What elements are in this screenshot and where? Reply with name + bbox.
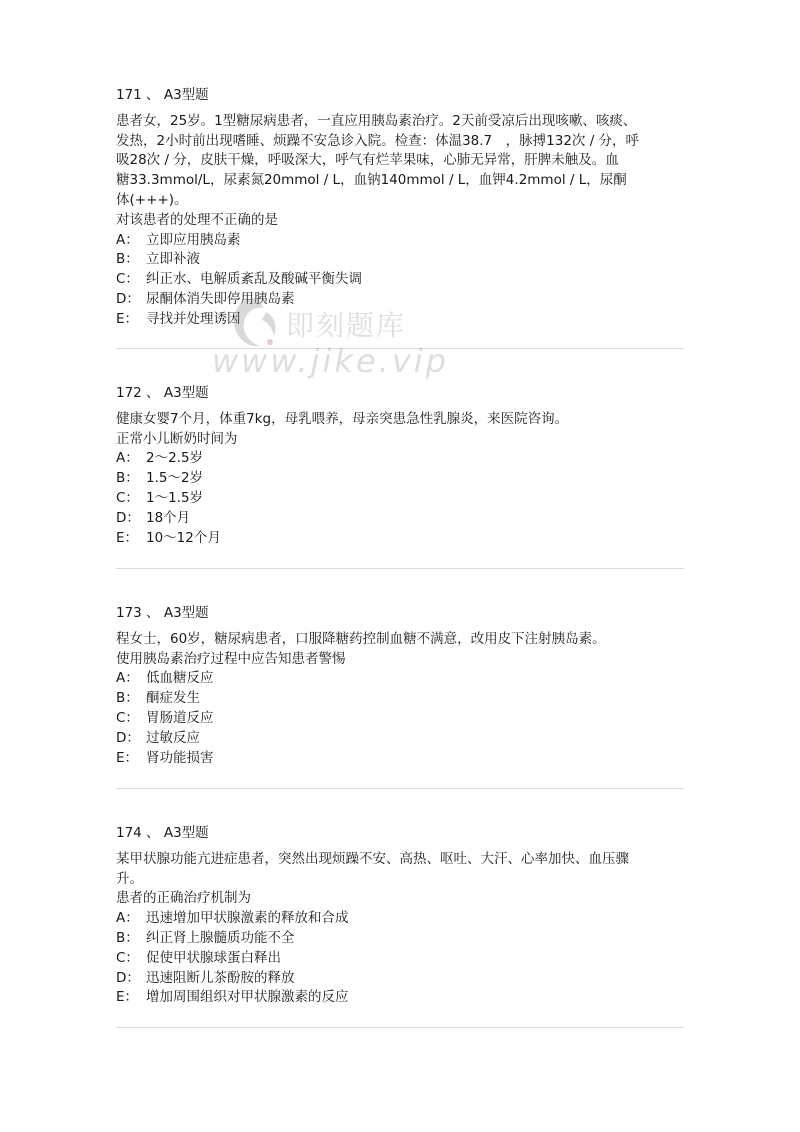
question-header: 172 、 A3型题 (116, 385, 209, 401)
question-171 (116, 86, 684, 330)
option-text: 尿酮体消失即停用胰岛素 (146, 290, 295, 307)
option-a (116, 669, 684, 689)
stem-line: 某甲状腺功能亢进症患者，突然出现烦躁不安、高热、呕吐、大汗、心率加快、血压骤 (116, 850, 629, 867)
watermark-url: www.jike.vip (212, 342, 449, 380)
option-a (116, 909, 684, 929)
question-header: 173 、 A3型题 (116, 605, 209, 621)
option-e (116, 310, 684, 330)
option-letter: C： (116, 271, 139, 288)
option-text: 2～2.5岁 (146, 450, 204, 467)
option-d (116, 729, 684, 749)
option-letter: C： (116, 949, 139, 966)
option-text: 立即补液 (146, 251, 200, 268)
option-list (116, 669, 684, 768)
option-letter: A： (116, 670, 139, 687)
option-a (116, 449, 684, 469)
stem-line: 发热，2小时前出现嗜睡、烦躁不安急诊入院。检查：体温38.7 ，脉搏132次 / 分，呼 (116, 132, 640, 149)
option-text: 1～1.5岁 (146, 489, 204, 506)
stem-line: 体(+++)。 (116, 191, 188, 208)
option-text: 1.5～2岁 (146, 470, 204, 487)
option-text: 酮症发生 (146, 690, 200, 707)
option-text: 寻找并处理诱因 (146, 310, 241, 327)
section-divider (116, 1027, 684, 1028)
stem-line: 患者女，25岁。1型糖尿病患者，一直应用胰岛素治疗。2天前受凉后出现咳嗽、咳痰、 (116, 112, 637, 129)
section-divider (116, 788, 684, 789)
option-letter: E： (116, 529, 139, 546)
option-e (116, 529, 684, 549)
option-text: 过敏反应 (146, 729, 200, 746)
option-letter: A： (116, 910, 139, 927)
option-c (116, 489, 684, 509)
option-text: 迅速增加甲状腺激素的释放和合成 (146, 910, 349, 927)
option-letter: D： (116, 969, 140, 986)
option-b (116, 689, 684, 709)
option-letter: D： (116, 729, 140, 746)
question-ask: 正常小儿断奶时间为 (116, 430, 238, 447)
option-letter: E： (116, 989, 139, 1006)
section-divider (116, 568, 684, 569)
option-b (116, 929, 684, 949)
question-ask: 对该患者的处理不正确的是 (116, 211, 278, 228)
option-letter: E： (116, 749, 139, 766)
option-letter: D： (116, 509, 140, 526)
option-d (116, 290, 684, 310)
option-letter: B： (116, 929, 139, 946)
option-e (116, 749, 684, 769)
option-text: 迅速阻断儿茶酚胺的释放 (146, 969, 295, 986)
question-ask: 使用胰岛素治疗过程中应告知患者警惕 (116, 650, 346, 667)
question-stem (116, 630, 684, 650)
option-c (116, 949, 684, 969)
option-text: 胃肠道反应 (146, 709, 214, 726)
option-d (116, 969, 684, 989)
option-text: 立即应用胰岛素 (146, 231, 241, 248)
question-header: 174 、 A3型题 (116, 825, 209, 841)
section-divider (116, 348, 684, 349)
question-stem (116, 410, 684, 430)
question-173 (116, 604, 684, 768)
option-letter: A： (116, 450, 139, 467)
option-e (116, 988, 684, 1008)
stem-line: 糖33.3mmol/L，尿素氮20mmol / L，血钠140mmol / L，血钾4.2mmol / L，尿酮 (116, 172, 627, 189)
option-text: 肾功能损害 (146, 749, 214, 766)
option-letter: B： (116, 251, 139, 268)
option-text: 低血糖反应 (146, 670, 214, 687)
option-a (116, 231, 684, 251)
stem-line: 升。 (116, 870, 143, 887)
option-letter: D： (116, 290, 140, 307)
option-b (116, 469, 684, 489)
option-letter: B： (116, 470, 139, 487)
option-d (116, 509, 684, 529)
option-text: 18个月 (146, 509, 191, 526)
question-stem (116, 850, 684, 890)
question-ask: 患者的正确治疗机制为 (116, 890, 251, 907)
option-letter: E： (116, 310, 139, 327)
option-text: 纠正水、电解质紊乱及酸碱平衡失调 (146, 271, 362, 288)
option-c (116, 709, 684, 729)
question-172 (116, 384, 684, 548)
question-174 (116, 824, 684, 1008)
option-text: 10～12个月 (146, 529, 221, 546)
option-letter: C： (116, 489, 139, 506)
stem-line: 吸28次 / 分，皮肤干燥，呼吸深大，呼气有烂苹果味，心肺无异常，肝脾未触及。血 (116, 152, 619, 169)
option-list (116, 909, 684, 1008)
question-header: 171 、 A3型题 (116, 87, 209, 103)
option-letter: B： (116, 690, 139, 707)
option-text: 促使甲状腺球蛋白释出 (146, 949, 281, 966)
option-list (116, 449, 684, 548)
watermark-brand: 即刻题库 (286, 309, 407, 342)
option-letter: C： (116, 709, 139, 726)
option-list (116, 231, 684, 330)
stem-line: 程女士，60岁，糖尿病患者，口服降糖药控制血糖不满意，改用皮下注射胰岛素。 (116, 630, 606, 647)
question-stem (116, 112, 684, 211)
option-text: 纠正肾上腺髓质功能不全 (146, 929, 295, 946)
option-b (116, 250, 684, 270)
option-text: 增加周围组织对甲状腺激素的反应 (146, 989, 349, 1006)
option-c (116, 270, 684, 290)
option-letter: A： (116, 231, 139, 248)
stem-line: 健康女婴7个月，体重7kg，母乳喂养，母亲突患急性乳腺炎，来医院咨询。 (116, 410, 569, 427)
